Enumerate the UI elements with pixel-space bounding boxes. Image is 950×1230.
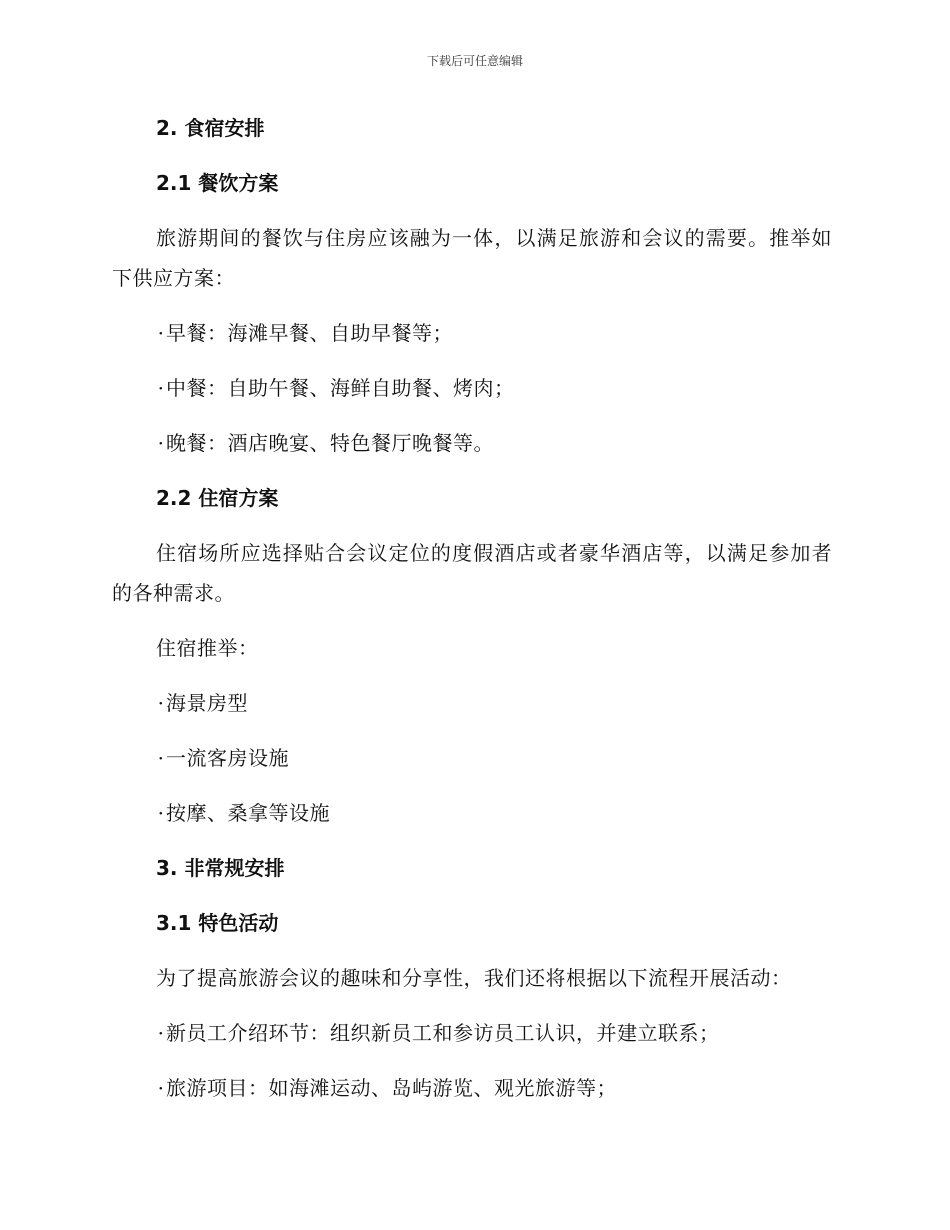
section-3-1-paragraph: 为了提高旅游会议的趣味和分享性，我们还将根据以下流程开展活动： [156, 966, 792, 990]
list-item [156, 368, 832, 408]
list-item-text: 新员工介绍环节：组织新员工和参访员工认识，并建立联系； [166, 1021, 720, 1045]
section-3-heading: 3. 非常规安排 [156, 856, 285, 880]
list-item-text: 早餐：海滩早餐、自助早餐等； [166, 321, 453, 345]
section-2-2-heading: 2.2 住宿方案 [156, 486, 279, 510]
bullet: · [157, 376, 165, 400]
list-item [156, 1013, 832, 1053]
list-item-text: 旅游项目：如海滩运动、岛屿游览、观光旅游等； [166, 1076, 617, 1100]
list-item [156, 1068, 832, 1108]
section-2-heading: 2. 食宿安排 [156, 116, 265, 140]
list-item [156, 738, 832, 778]
list-item-text: 一流客房设施 [166, 746, 289, 770]
bullet: · [157, 1021, 165, 1045]
list-item [156, 423, 832, 463]
section-2-2-subtitle: 住宿推举： [156, 636, 259, 660]
page-header: 下载后可任意编辑 [426, 54, 523, 68]
bullet: · [157, 321, 165, 345]
list-item [156, 313, 832, 353]
section-2-1-heading: 2.1 餐饮方案 [156, 171, 279, 195]
bullet: · [157, 746, 165, 770]
bullet: · [157, 1076, 165, 1100]
bullet: · [157, 801, 165, 825]
list-item [156, 683, 832, 723]
section-2-1-paragraph: 旅游期间的餐饮与住房应该融为一体，以满足旅游和会议的需要。推举如下供应方案： [112, 226, 832, 290]
list-item-text: 晚餐：酒店晚宴、特色餐厅晚餐等。 [166, 431, 494, 455]
section-3-1-heading: 3.1 特色活动 [156, 911, 279, 935]
bullet: · [157, 691, 165, 715]
list-item-text: 海景房型 [166, 691, 248, 715]
document-body [112, 108, 832, 1123]
list-item [156, 793, 832, 833]
list-item-text: 按摩、桑拿等设施 [166, 801, 330, 825]
bullet: · [157, 431, 165, 455]
section-2-2-paragraph: 住宿场所应选择贴合会议定位的度假酒店或者豪华酒店等，以满足参加者的各种需求。 [112, 541, 832, 605]
list-item-text: 中餐：自助午餐、海鲜自助餐、烤肉； [166, 376, 515, 400]
